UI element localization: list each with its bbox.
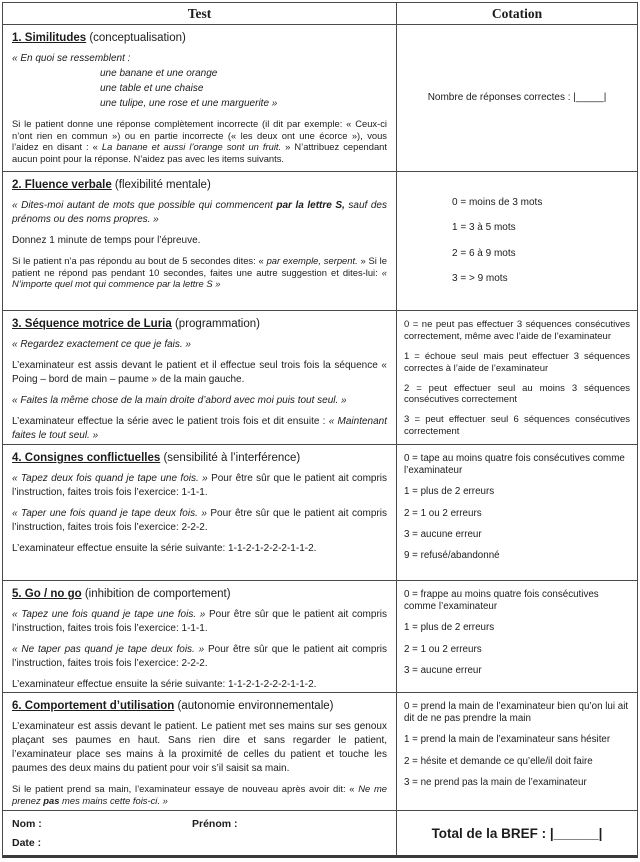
section-1-subtitle: (conceptualisation) — [86, 32, 186, 44]
score-option: 3 = > 9 mots — [452, 273, 508, 284]
section-4-cotation-cell — [397, 445, 637, 581]
section-4-title-text: 4. Consignes conflictuelles — [12, 452, 161, 464]
paragraph: Si le patient n’a pas répondu au bout de 5 secondes dites: « par exemple, serpent. » Si le patient ne répond pas pendant 10 secondes, faites une autre suggestion et dites-lui: « N’importe quel mot qui commence par la lettre S » — [12, 255, 387, 290]
identity-row-1 — [12, 818, 387, 830]
section-6-subtitle: (autonomie environnementale) — [174, 700, 334, 712]
score-option: 1 = plus de 2 erreurs — [404, 622, 495, 634]
section-5-paragraphs — [12, 608, 387, 692]
section-1-score-field: Nombre de réponses correctes : |_____| — [427, 91, 607, 103]
section-1-test-cell — [3, 25, 397, 172]
score-option: 2 = 1 ou 2 erreurs — [404, 643, 482, 655]
section-1-title — [12, 32, 387, 44]
section-1-paragraphs — [12, 52, 387, 165]
score-option: 0 = tape au moins quatre fois consécutives comme l’examinateur — [404, 453, 625, 477]
section-5-score-options — [397, 581, 637, 677]
score-option: 2 = 1 ou 2 erreurs — [404, 507, 482, 519]
paragraph: L’examinateur est assis devant le patient. Le patient met ses mains sur ses genoux plaçant ses paumes en haut. Sans rien dire et sans regarder le patient, l’examinateur place ses mains à la proximité de celles du patient et touche les paumes des deux mains du patient pour voir s’il saisit sa main. — [12, 721, 387, 774]
paragraph: L’examinateur effectue ensuite la série suivante: 1-1-2-1-2-2-2-1-1-2. — [12, 543, 317, 554]
paragraph: « Dites-moi autant de mots que possible qui commencent par la lettre S, sauf des prénoms ou des noms propres. » — [12, 200, 387, 225]
paragraph: une tulipe, une rose et une marguerite » — [100, 98, 278, 109]
section-5-title-text: 5. Go / no go — [12, 588, 82, 600]
section-1-cotation-cell — [397, 25, 637, 172]
section-3-score-options — [397, 311, 637, 438]
column-header-cotation — [397, 3, 637, 25]
section-6-test-cell — [3, 693, 397, 811]
paragraph: Donnez 1 minute de temps pour l’épreuve. — [12, 235, 201, 246]
section-3-test-cell — [3, 311, 397, 445]
score-option: 3 = aucune erreur — [404, 664, 482, 676]
section-6-title — [12, 700, 387, 712]
score-option: 1 = échoue seul mais peut effectuer 3 séquences correctes à l’aide de l’examinateur — [404, 350, 630, 374]
section-6-cotation-cell — [397, 693, 637, 811]
paragraph: une banane et une orange — [100, 68, 218, 79]
score-option: 0 = prend la main de l’examinateur bien qu’on lui ait dit de ne pas prendre la main — [404, 701, 629, 725]
section-2-paragraphs — [12, 199, 387, 290]
section-5-test-cell — [3, 581, 397, 693]
section-1-title-text: 1. Similitudes — [12, 32, 87, 44]
section-6-paragraphs — [12, 720, 387, 806]
score-option: 3 = ne prend pas la main de l’examinateur — [404, 776, 587, 788]
paragraph: « Tapez deux fois quand je tape une fois. » Pour être sûr que le patient ait compris l’instruction, faites trois fois l’exercice: 1-1-1. — [12, 473, 388, 498]
paragraph: « Taper une fois quand je tape deux fois. » Pour être sûr que le patient ait compris l’instruction, faites trois fois l’exercice: 2-2-2. — [12, 508, 387, 533]
section-2-score-options — [397, 172, 637, 310]
section-2-subtitle: (flexibilité mentale) — [111, 179, 211, 191]
paragraph: « Regardez exactement ce que je fais. » — [12, 339, 191, 350]
test-header-label: Test — [187, 5, 212, 21]
section-2-test-cell — [3, 172, 397, 311]
section-2-title-text: 2. Fluence verbale — [12, 179, 112, 191]
section-5-subtitle: (inhibition de comportement) — [81, 588, 231, 600]
section-6-score-options — [397, 693, 637, 789]
section-3-cotation-cell — [397, 311, 637, 445]
identity-row-2 — [12, 837, 387, 849]
prenom-field-label: Prénom : — [192, 818, 238, 830]
section-4-title — [12, 452, 387, 464]
paragraph: « Ne taper pas quand je tape deux fois. » Pour être sûr que le patient ait compris l’instruction, faites trois fois l’exercice: 2-2-2. — [12, 644, 387, 669]
section-3-title — [12, 318, 387, 330]
paragraph: L’examinateur est assis devant le patient et il effectue seul trois fois la séquence « Poing – bord de main – paume » de la main gauche. — [12, 360, 387, 385]
section-4-test-cell — [3, 445, 397, 581]
column-header-test — [3, 3, 397, 25]
score-option: 2 = 6 à 9 mots — [452, 247, 516, 259]
score-option: 1 = plus de 2 erreurs — [404, 486, 495, 498]
paragraph: L’examinateur effectue ensuite la série suivante: 1-1-2-1-2-2-2-1-1-2. — [12, 679, 317, 690]
score-option: 1 = prend la main de l’examinateur sans hésiter — [404, 734, 611, 746]
section-4-paragraphs — [12, 472, 387, 556]
score-option: 2 = hésite et demande ce qu’elle/il doit faire — [404, 755, 593, 767]
score-option: 0 = moins de 3 mots — [452, 196, 543, 208]
section-3-title-text: 3. Séquence motrice de Luria — [12, 318, 172, 330]
score-option: 3 = aucune erreur — [404, 528, 482, 540]
total-score-field: Total de la BREF : |______| — [431, 825, 603, 841]
identity-cell — [3, 811, 397, 855]
section-2-cotation-cell — [397, 172, 637, 311]
paragraph: « En quoi se ressemblent : — [12, 53, 131, 64]
date-field-label: Date : — [12, 837, 42, 849]
score-option: 3 = peut effectuer seul 6 séquences consécutives correctement — [404, 414, 630, 438]
paragraph: Si le patient donne une réponse complètement incorrecte (il dit par exemple: « Ceux-ci n’ont rien en commun ») ou en partie incorrecte (« les deux ont une écorce »), vous l’aidez en disant : « La banane et aussi l’orange sont un fruit. » N’attribuez cependant aucun point pour la réponse. N’aidez pas avec les items suivants. — [12, 118, 387, 164]
total-cell — [397, 811, 637, 855]
section-5-title — [12, 588, 387, 600]
paragraph: L’examinateur effectue la série avec le patient trois fois et dit ensuite : « Maintenant faites le tout seul. » — [12, 416, 387, 441]
cotation-header-label: Cotation — [491, 5, 543, 21]
section-4-score-options — [397, 445, 637, 562]
paragraph: « Faites la même chose de la main droite d’abord avec moi puis tout seul. » — [12, 395, 347, 406]
score-option: 9 = refusé/abandonné — [404, 550, 500, 562]
paragraph: Si le patient prend sa main, l’examinateur essaye de nouveau après avoir dit: « Ne me prenez pas mes mains cette fois-ci. » — [12, 783, 387, 806]
score-option: 2 = peut effectuer seul au moins 3 séquences consécutives correctement — [404, 382, 630, 406]
section-6-title-text: 6. Comportement d’utilisation — [12, 700, 175, 712]
nom-field-label: Nom : — [12, 818, 42, 830]
paragraph: une table et une chaise — [100, 83, 204, 94]
score-option: 0 = frappe au moins quatre fois consécutives comme l’examinateur — [404, 589, 599, 613]
score-option: 1 = 3 à 5 mots — [452, 222, 516, 233]
score-option: 0 = ne peut pas effectuer 3 séquences consécutives correctement, même avec l’aide de l’examinateur — [404, 319, 630, 342]
bref-form-table — [2, 2, 638, 858]
section-2-title — [12, 179, 387, 191]
paragraph: « Tapez une fois quand je tape une fois. » Pour être sûr que le patient ait compris l’instruction, faites trois fois l’exercice: 1-1-1. — [12, 609, 387, 634]
section-3-subtitle: (programmation) — [171, 318, 260, 330]
section-3-paragraphs — [12, 338, 387, 443]
section-5-cotation-cell — [397, 581, 637, 693]
section-4-subtitle: (sensibilité à l’interférence) — [160, 452, 301, 464]
